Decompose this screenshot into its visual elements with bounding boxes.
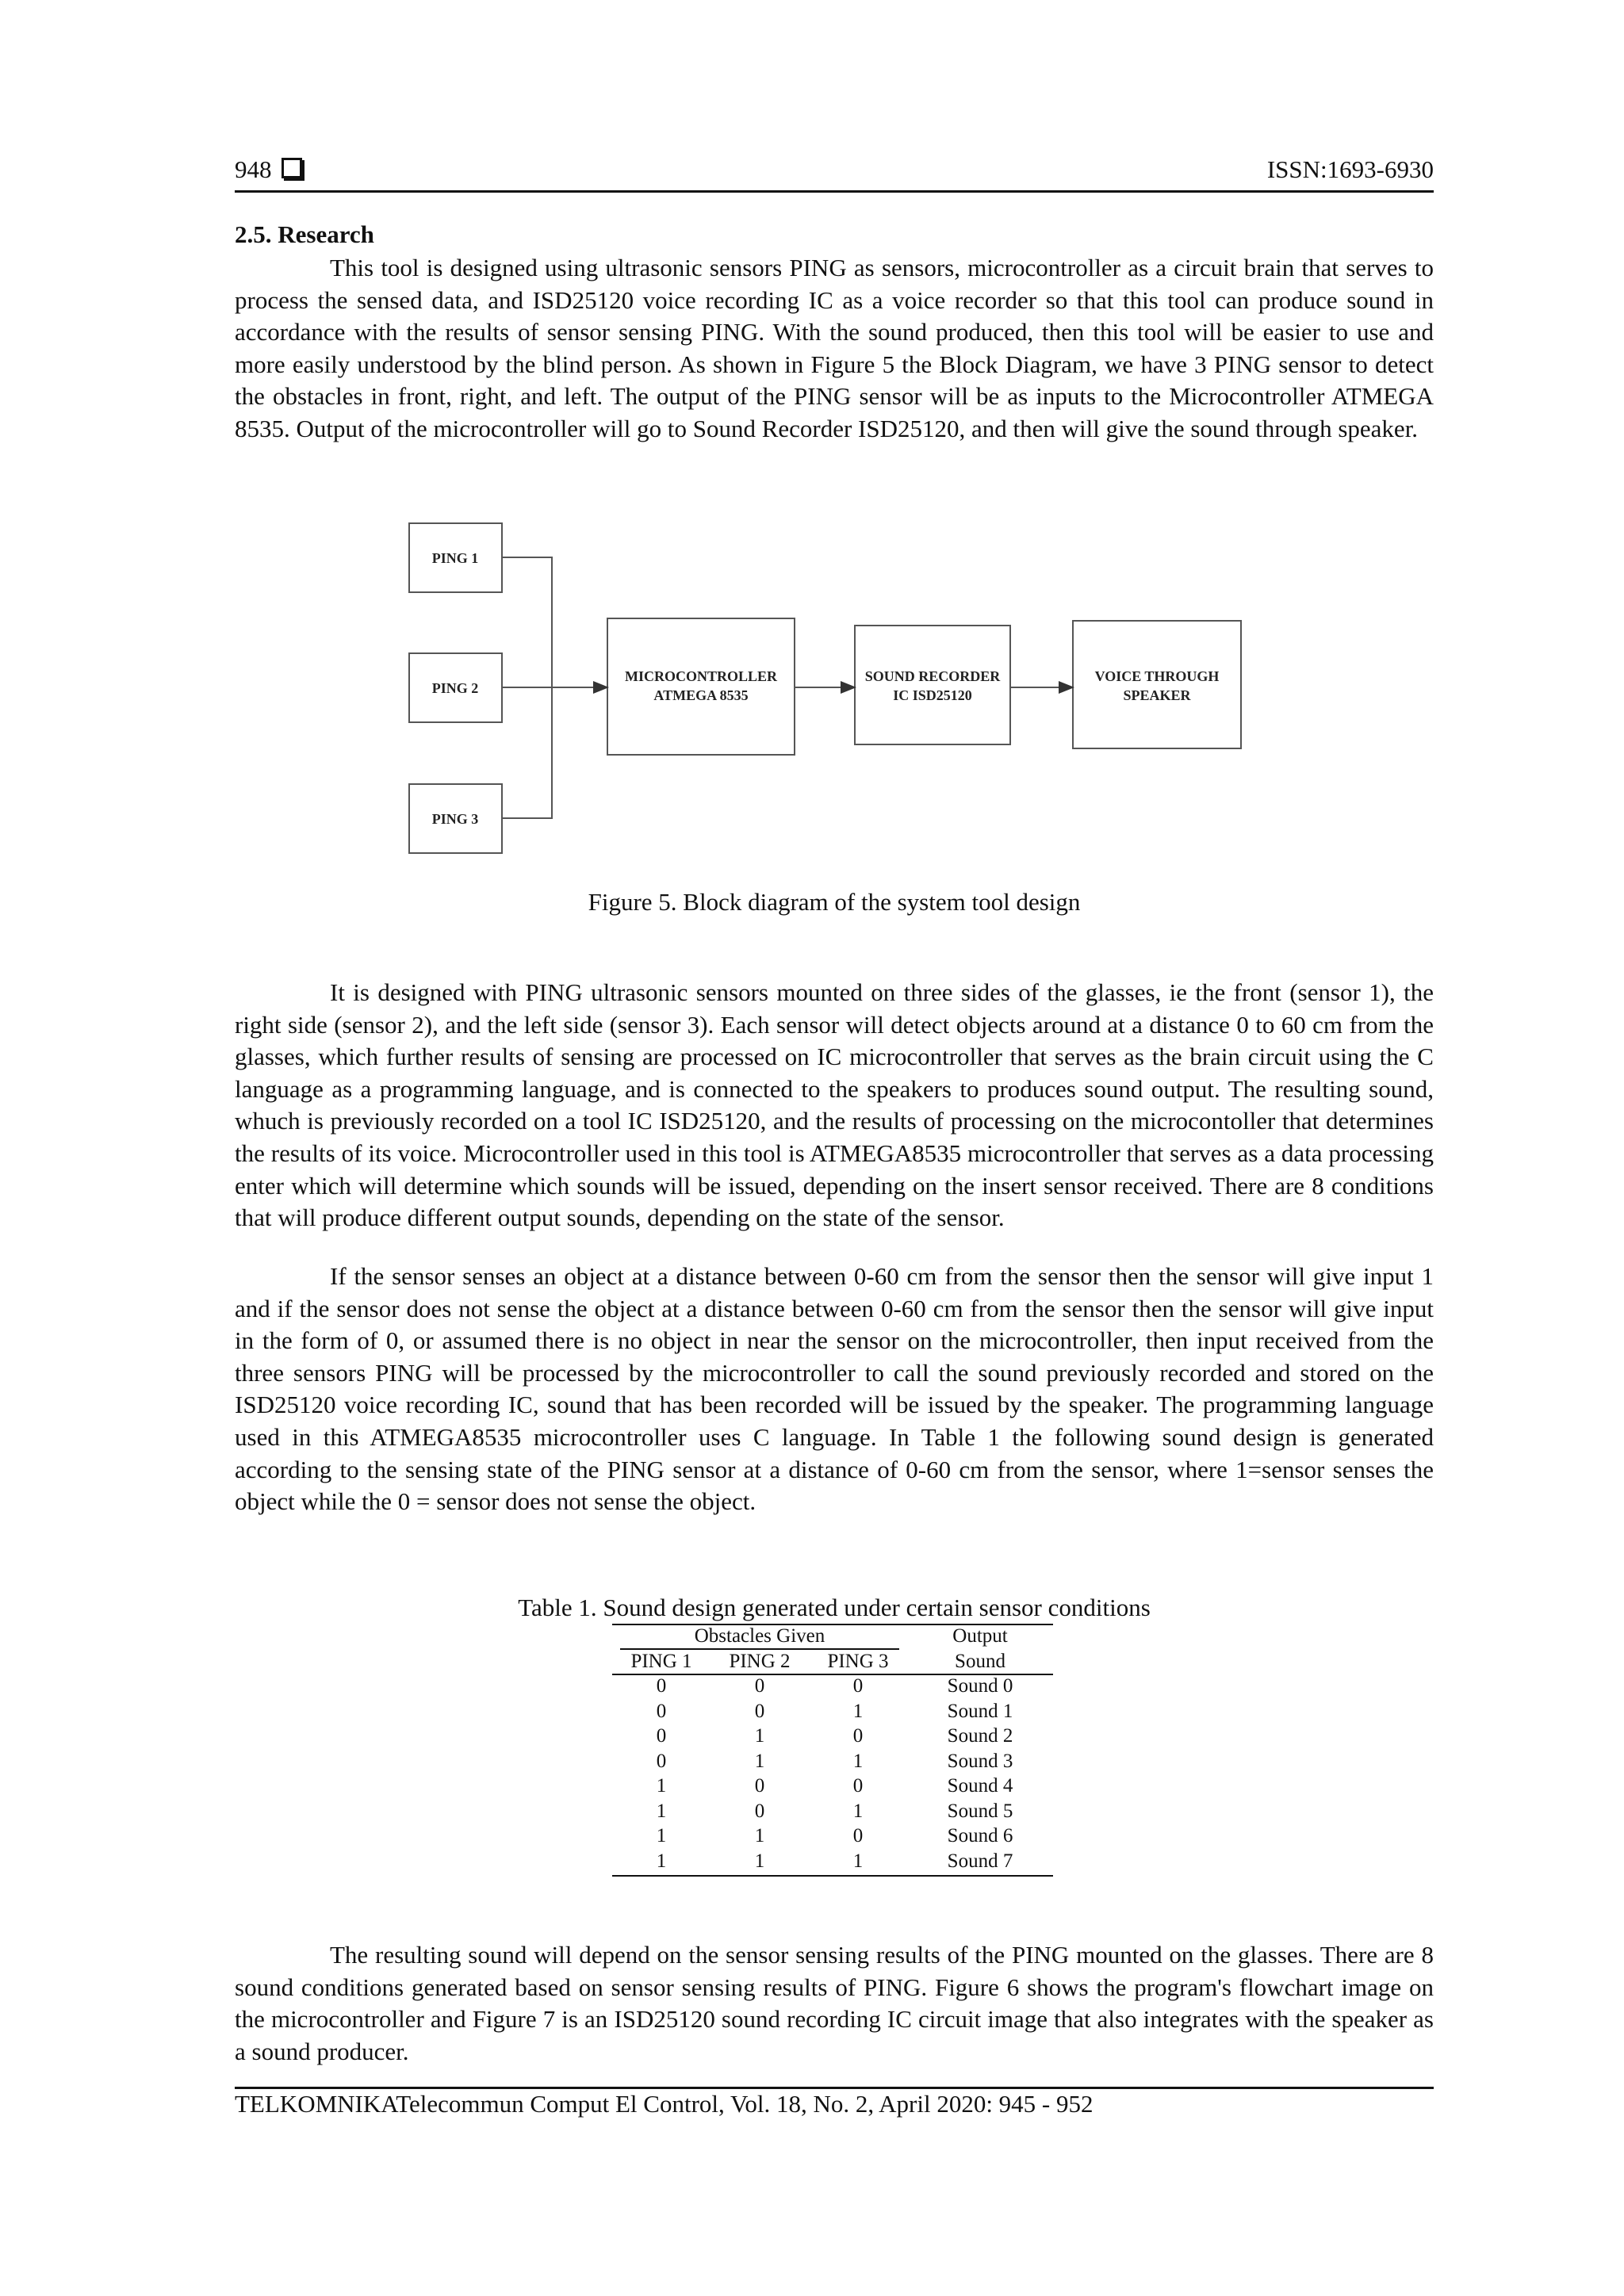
ping-state-cell: 1	[656, 1850, 667, 1872]
speaker-label-line1: VOICE THROUGH	[1094, 668, 1220, 684]
ping-state-cell: 1	[754, 1825, 765, 1846]
ping3-label: PING 3	[431, 811, 479, 827]
ping-state-cell: 0	[754, 1775, 765, 1797]
ping-state-cell: 1	[852, 1800, 864, 1822]
paragraph-sensing: If the sensor senses an object at a distance between 0-60 cm from the sensor then the sensor will give input 1 and if the sensor does not sense the object at a distance between 0-60 cm from the sensor then the sensor will give input in the form of 0, or assumed there is no object in near the sensor on the microcontroller, then input received from the three sensors PING will be processed by the microcontroller to call the sound previously recorded and stored on the ISD25120 voice recording IC, sound that has been recorded will be issued by the speaker. The programming language used in this ATMEGA8535 microcontroller uses C language. In Table 1 the following sound design is generated according to the sensing state of the PING sensor at a distance of 0-60 cm from the sensor, where 1=sensor senses the object while the 0 = sensor does not sense the object.	[235, 1262, 1434, 1516]
ping-state-cell: 1	[656, 1775, 667, 1797]
ping-state-cell: 1	[754, 1850, 765, 1872]
table-row	[612, 1724, 1053, 1749]
table-caption: Table 1. Sound design generated under certain sensor conditions	[518, 1594, 1151, 1621]
ping-state-cell: 0	[656, 1700, 667, 1722]
col-header-ping3: PING 3	[827, 1650, 889, 1672]
output-header-1: Output	[952, 1625, 1008, 1647]
header-rule	[235, 190, 1434, 193]
figure-caption: Figure 5. Block diagram of the system tool design	[588, 888, 1081, 916]
group-header: Obstacles Given	[694, 1625, 825, 1647]
header-bottom-rule	[612, 1674, 1053, 1675]
section-title: 2.5. Research	[235, 220, 374, 248]
output-sound-cell: Sound 5	[947, 1800, 1013, 1822]
ping2-label: PING 2	[431, 680, 479, 696]
paragraph-intro: This tool is designed using ultrasonic sensors PING as sensors, microcontroller as a circuit brain that serves to process the sensed data, and ISD25120 voice recording IC as a voice recorder so that this tool can produce sound in accordance with the results of sensor sensing PING. With the sound produced, then this tool will be easier to use and more easily understood by the blind person. As shown in Figure 5 the Block Diagram, we have 3 PING sensor to detect the obstacles in front, right, and left. The output of the PING sensor will be as inputs to the Microcontroller ATMEGA 8535. Output of the microcontroller will go to Sound Recorder ISD25120, and then will give the sound through speaker.	[235, 254, 1434, 442]
ping-state-cell: 0	[852, 1775, 864, 1797]
issn: ISSN:1693-6930	[1266, 155, 1434, 183]
mcu-label-line1: MICROCONTROLLER	[624, 668, 778, 684]
ping-state-cell: 0	[852, 1675, 864, 1697]
block-diagram	[396, 515, 1269, 872]
col-header-ping2: PING 2	[729, 1650, 791, 1672]
running-header	[235, 155, 1434, 190]
ping-state-cell: 0	[656, 1725, 667, 1747]
page-number: 948	[235, 155, 302, 184]
table-header-row-2	[612, 1649, 1053, 1674]
table-row	[612, 1823, 1053, 1849]
ping-state-cell: 1	[852, 1750, 864, 1772]
ping-state-cell: 1	[754, 1725, 765, 1747]
ping-state-cell: 0	[656, 1675, 667, 1697]
ping-state-cell: 0	[656, 1750, 667, 1772]
recorder-label-line1: SOUND RECORDER	[864, 668, 1001, 684]
mcu-label-line2: ATMEGA 8535	[653, 687, 749, 703]
ping-state-cell: 0	[754, 1700, 765, 1722]
output-sound-cell: Sound 7	[947, 1850, 1013, 1872]
ping-state-cell: 0	[852, 1725, 864, 1747]
table-header-row-1	[612, 1624, 1053, 1649]
microcontroller-block	[607, 618, 795, 755]
footer-rule	[235, 2087, 1434, 2089]
output-sound-cell: Sound 6	[947, 1825, 1013, 1846]
ping-state-cell: 0	[754, 1800, 765, 1822]
output-sound-cell: Sound 2	[947, 1725, 1013, 1747]
group-rule	[620, 1648, 899, 1650]
ping-state-cell: 1	[754, 1750, 765, 1772]
ping-state-cell: 1	[656, 1825, 667, 1846]
table-row	[612, 1849, 1053, 1874]
sound-recorder-block	[855, 626, 1010, 744]
ping-state-cell: 0	[852, 1825, 864, 1846]
output-sound-cell: Sound 3	[947, 1750, 1013, 1772]
ping-state-cell: 1	[852, 1850, 864, 1872]
sound-design-table	[612, 1624, 1053, 1873]
table-row	[612, 1774, 1053, 1799]
table-row	[612, 1799, 1053, 1824]
ping-state-cell: 1	[656, 1800, 667, 1822]
paragraph-design: It is designed with PING ultrasonic sensors mounted on three sides of the glasses, ie the front (sensor 1), the right side (sensor 2), and the left side (sensor 3). Each sensor will detect objects around at a distance 0 to 60 cm from the glasses, which further results of sensing are processed on IC microcontroller that serves as the brain circuit using the C language as a programming language, and is connected to the speakers to produces sound output. The resulting sound, whuch is previously recorded on a tool IC ISD25120, and the results of processing on the microcontoller that determines the results of its voice. Microcontroller used in this tool is ATMEGA8535 microcontroller that serves as a data processing enter which will determine which sounds will be issued, depending on the insert sensor received. There are 8 conditions that will produce different output sounds, depending on the state of the sensor.	[235, 978, 1434, 1232]
recorder-label-line2: IC ISD25120	[893, 687, 972, 703]
output-sound-cell: Sound 4	[947, 1775, 1013, 1797]
table-top-rule	[612, 1624, 1053, 1625]
table-row	[612, 1674, 1053, 1699]
table-row	[612, 1749, 1053, 1774]
speaker-block	[1073, 621, 1241, 748]
speaker-label-line2: SPEAKER	[1123, 687, 1191, 703]
output-sound-cell: Sound 1	[947, 1700, 1013, 1722]
table-body	[612, 1674, 1053, 1873]
output-header-2: Sound	[955, 1650, 1005, 1672]
ping-state-cell: 1	[852, 1700, 864, 1722]
table-bottom-rule	[612, 1875, 1053, 1877]
running-footer: TELKOMNIKATelecommun Comput El Control, Vol. 18, No. 2, April 2020: 945 - 952	[235, 2090, 1094, 2118]
square-bullet-icon	[282, 158, 302, 178]
table-row	[612, 1699, 1053, 1724]
col-header-ping1: PING 1	[630, 1650, 692, 1672]
paragraph-summary: The resulting sound will depend on the sensor sensing results of the PING mounted on the glasses. There are 8 sound conditions generated based on sensor sensing results of PING. Figure 6 shows the program's flowchart image on the microcontroller and Figure 7 is an ISD25120 sound recording IC circuit image that also integrates with the speaker as a sound producer.	[235, 1941, 1434, 2065]
ping1-label: PING 1	[431, 550, 479, 566]
output-sound-cell: Sound 0	[947, 1675, 1013, 1697]
ping-state-cell: 0	[754, 1675, 765, 1697]
